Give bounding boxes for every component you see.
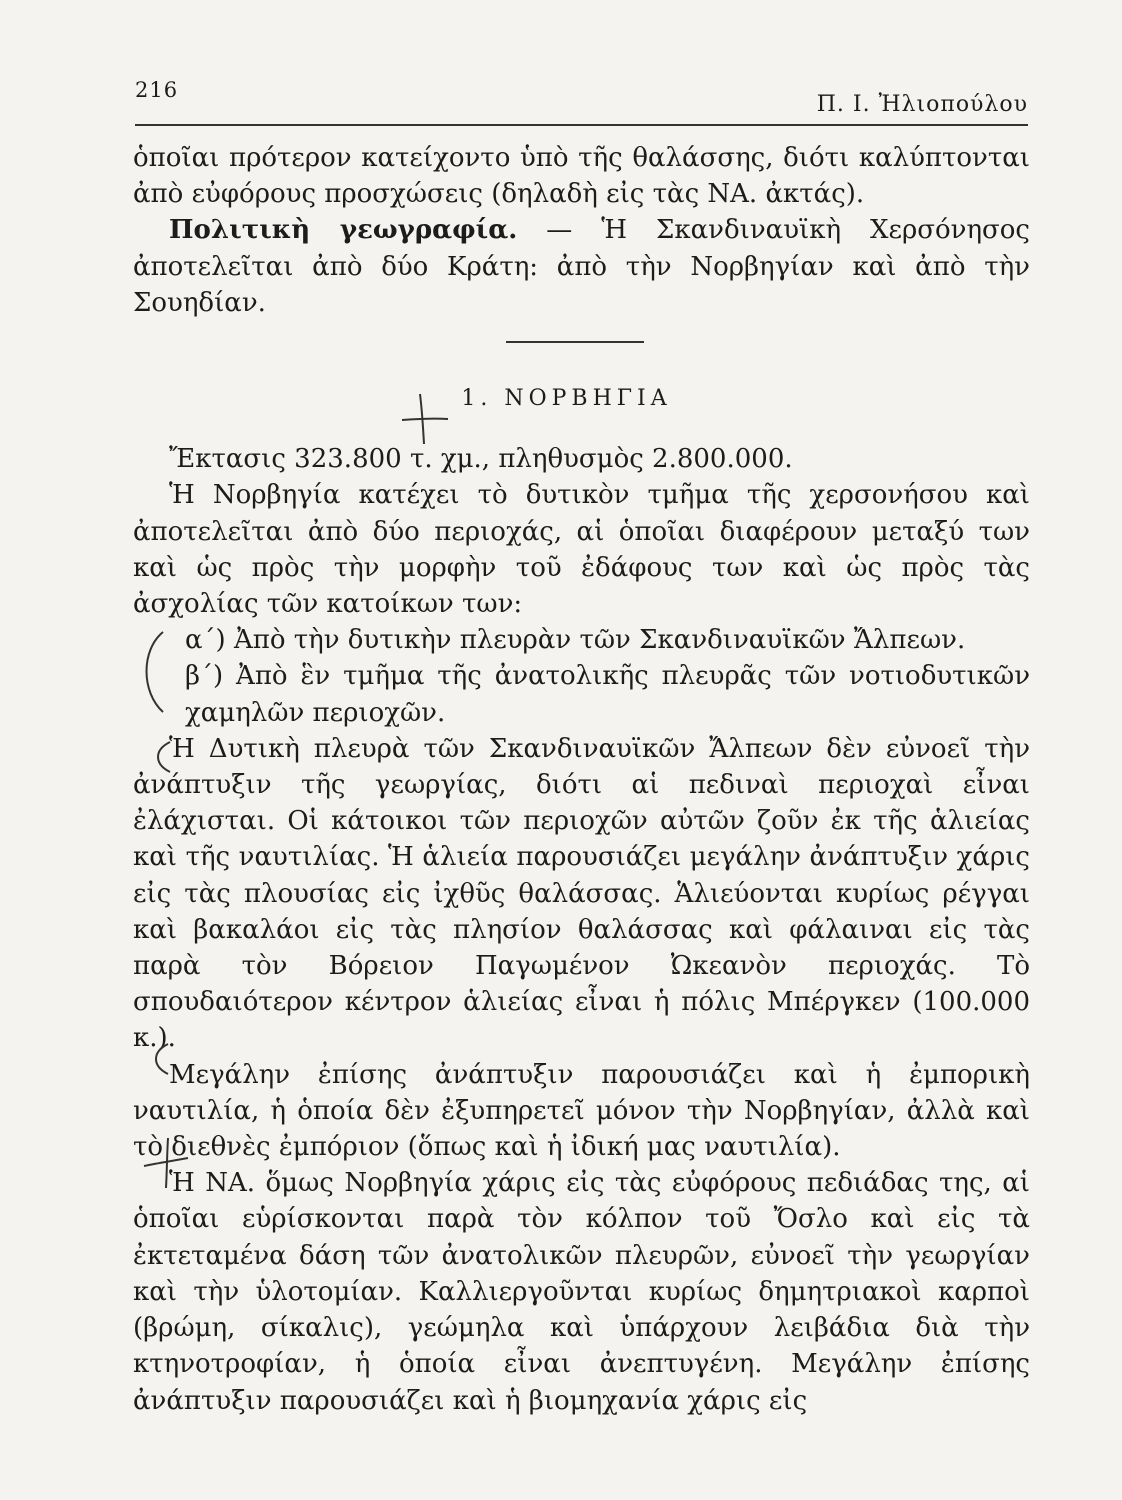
pencil-cross-mark-icon xyxy=(398,392,450,446)
paragraph-west: Ἡ Δυτικὴ πλευρὰ τῶν Σκανδιναυϊκῶν Ἄλπεων δὲν εὐνοεῖ τὴν ἀνάπτυξιν τῆς γεωργίας, διότι αἱ πεδιναὶ περιοχαὶ εἶναι ἐλάχισται. Οἱ κάτοικοι τῶν περιοχῶν αὐτῶν ζοῦν ἐκ τῆς ἁλιείας καὶ τῆς ναυτιλίας. Ἡ ἁλιεία παρουσιάζει μεγάλην ἀνάπτυξιν χάρις εἰς τὰς πλουσίας εἰς ἰχθῦς θαλάσσας. Ἁλιεύονται κυρίως ρέγγαι καὶ βακαλάοι εἰς τὰς πλησίον θαλάσσας καὶ φάλαιναι εἰς τὰς παρὰ τὸν Βόρειον Παγωμένον Ὠκεανὸν περιοχάς. Τὸ σπουδαιότερον κέντρον ἁλιείας εἶναι ἡ πόλις Μπέργκεν (100.000 κ.). xyxy=(133,733,1030,1054)
paragraph-intro: Ἡ Νορβηγία κατέχει τὸ δυτικὸν τμῆμα τῆς χερσονήσου καὶ ἀποτελεῖται ἀπὸ δύο περιοχάς, αἱ ὁποῖαι διαφέρουν μεταξύ των καὶ ὡς πρὸς τὴν μορφὴν τοῦ ἐδάφους των καὶ ὡς πρὸς τὰς ἀσχολίας τῶν κατοίκων των: xyxy=(133,480,1030,620)
pencil-bracket-icon xyxy=(146,740,176,774)
paragraph-political-geography xyxy=(133,212,1030,321)
pencil-bracket-icon xyxy=(137,630,167,714)
body-text xyxy=(133,140,1030,1419)
political-geography-text: — Ἡ Σκανδιναυϊκὴ Χερσόνησος ἀποτελεῖται ἀπὸ δύο Κράτη: ἀπὸ τὴν Νορβηγίαν καὶ ἀπὸ τὴν Σουηδίαν. xyxy=(133,215,1030,318)
paragraph-southeast: Ἡ ΝΑ. ὅμως Νορβηγία χάρις εἰς τὰς εὐφόρους πεδιάδας της, αἱ ὁποῖαι εὑρίσκονται παρὰ τὸν κόλπον τοῦ Ὄσλο καὶ εἰς τὰ ἐκτεταμένα δάση τῶν ἀνατολικῶν πλευρῶν, εὐνοεῖ τὴν γεωργίαν καὶ τὴν ὑλοτομίαν. Καλλιεργοῦνται κυρίως δημητριακοὶ καρποὶ (βρώμη, σίκαλις), γεώμηλα καὶ ὑπάρχουν λειβάδια διὰ τὴν κτηνοτροφίαν, ἡ ὁποία εἶναι ἀνεπτυγένη. Μεγάλην ἐπίσης ἀνάπτυξιν παρουσιάζει καὶ ἡ βιομηχανία χάρις εἰς xyxy=(133,1168,1030,1416)
pencil-bracket-icon xyxy=(144,1042,174,1076)
list-item-a: α΄) Ἀπὸ τὴν δυτικὴν πλευρὰν τῶν Σκανδιναυϊκῶν Ἄλπεων. xyxy=(185,625,966,656)
paragraph-continuation: ὁποῖαι πρότερον κατείχοντο ὑπὸ τῆς θαλάσσης, διότι καλύπτονται ἀπὸ εὐφόρους προσχώσεις (δηλαδὴ εἰς τὰς ΝΑ. ἀκτάς). xyxy=(133,143,1030,210)
list-item-b: β΄) Ἀπὸ ἓν τμῆμα τῆς ἀνατολικῆς πλευρᾶς τῶν νοτιοδυτικῶν χαμηλῶν περιοχῶν. xyxy=(185,661,1030,728)
section-divider xyxy=(506,341,644,343)
paragraph-shipping: Μεγάλην ἐπίσης ἀνάπτυξιν παρουσιάζει καὶ ἡ ἐμπορικὴ ναυτιλία, ἡ ὁποία δὲν ἐξυπηρετεῖ μόνον τὴν Νορβηγίαν, ἀλλὰ καὶ τὸ διεθνὲς ἐμπόριον (ὅπως καὶ ἡ ἰδική μας ναυτιλία). xyxy=(133,1059,1030,1163)
section-heading: 1. ΝΟΡΒΗΓΙΑ xyxy=(461,386,672,412)
section-stats: Ἔκτασις 323.800 τ. χμ., πληθυσμὸς 2.800.000. xyxy=(169,444,793,475)
page-header xyxy=(135,72,1028,126)
page-number: 216 xyxy=(135,78,179,102)
pencil-cross-mark-icon xyxy=(142,1136,194,1190)
political-geography-heading: Πολιτικὴ γεωγραφία. xyxy=(169,215,518,246)
running-head: Π. Ι. Ἠλιοπούλου xyxy=(816,92,1028,117)
